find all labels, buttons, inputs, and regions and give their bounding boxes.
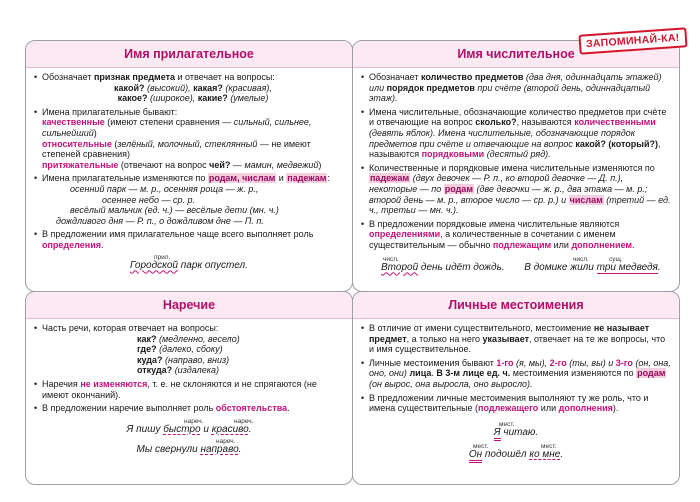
adjective-questions-2: какое? (широкое), какие? (умелые) bbox=[117, 93, 269, 104]
adverb-unchangeable: • Наречия не изменяются, т. е. не склоняются и не спрягаются (не имеют окончаний). bbox=[34, 379, 344, 400]
adverb-title: Наречие bbox=[26, 292, 352, 319]
adverb-definition: • Часть речи, которая отвечает на вопросы: как? (медленно, весело) где? (далеко, сбоку) куда? (направо, вниз) откуда? (издалека) bbox=[34, 323, 344, 376]
numeral-role: • В предложении порядковые имена числительные являются определениями, а количественные в сочетании с именем существительным — обычно подлежащим или дополнением. bbox=[361, 219, 671, 251]
numeral-title: Имя числительное bbox=[353, 41, 679, 68]
adjective-kind-relative: относительные (зелёный, молочный, стеклянный — не имеют степеней сравнения) bbox=[42, 138, 311, 160]
adverb-example-1: нареч. нареч. Я пишу быстро и красиво. bbox=[126, 417, 254, 435]
adjective-questions-1: какой? (высокий), какая? (красивая), bbox=[114, 82, 272, 93]
pronoun-definition: • В отличие от имени существительного, местоимение не называет предмет, а только на него указывает, отвечает на те же вопросы, что и имя существительное. bbox=[361, 323, 671, 355]
adverb-card bbox=[25, 291, 353, 485]
pronoun-role: • В предложении личные местоимения выполняют ту же роль, что и имена существительные (подлежащего или дополнения). bbox=[361, 393, 671, 414]
adjective-example-gender-2: осеннее небо — ср. р. bbox=[102, 194, 195, 205]
pronoun-persons: • Личные местоимения бывают 1-го (я, мы), 2-го (ты, вы) и 3-го (он, она, оно, они) лица. В 3-м лице ед. ч. местоимения изменяются по родам (он вырос, она выросла, оно выросло). bbox=[361, 358, 671, 390]
adjective-role: • В предложении имя прилагательное чаще всего выполняет роль определения. bbox=[34, 229, 344, 250]
adjective-title: Имя прилагательное bbox=[26, 41, 352, 68]
adjective-card bbox=[25, 40, 353, 292]
adjective-example-case: дождливого дня — Р. п., о дождливом дне — П. п. bbox=[56, 215, 264, 226]
numeral-card bbox=[352, 40, 680, 292]
adverb-role: • В предложении наречие выполняет роль обстоятельства. bbox=[34, 403, 344, 414]
adjective-pos-tag: прил. bbox=[154, 253, 171, 261]
adjective-definition: • Обозначает признак предмета и отвечает на вопросы: какой? (высокий), какая? (красивая), какое? (широкое), какие? (умелые) bbox=[34, 72, 344, 104]
numeral-definition: • Обозначает количество предметов (два дня, одиннадцать этажей) или порядок предметов при счёте (второй день, одиннадцатый этаж). bbox=[361, 72, 671, 104]
pronoun-title: Личные местоимения bbox=[353, 292, 679, 319]
numeral-kinds: • Имена числительные, обозначающие количество предметов при счёте и отвечающие на вопрос сколько?, называются количественными (девять яблок). Имена числительные, обозначающие порядок предметов при счёте и отвечающие на вопрос какой? (который?), называются порядковыми (десятый ряд). bbox=[361, 107, 671, 160]
numeral-changes: • Количественные и порядковые имена числительные изменяются по падежам (двух девочек — Р. п., ко второй девочке — Д. п.), некоторые — по родам (две девочки — ж. р., два этажа — м. р.; второй день — м. р., второе число — ср. р.) и числам (третий — ед. ч., третьи — мн. ч.). bbox=[361, 163, 671, 216]
adjective-example-gender-1: осенний парк — м. р., осенняя роща — ж. р., bbox=[70, 183, 259, 194]
adverb-example-2: нареч. Мы свернули направо. bbox=[136, 438, 242, 456]
adjective-kind-qualitative: качественные (имеют степени сравнения — сильный, сильнее, сильнейший) bbox=[42, 117, 312, 138]
pronoun-example-2: мест. мест. Он подошёл ко мне. bbox=[361, 450, 671, 461]
adjective-example-sentence: прил. Городской парк опустел. bbox=[130, 253, 248, 271]
adjective-kind-possessive: притяжательные (отвечают на вопрос чей? — мамин, медвежий) bbox=[42, 159, 322, 170]
adjective-changes: • Имена прилагательные изменяются по родам, числам и падежам: осенний парк — м. р., осенняя роща — ж. р., осеннее небо — ср. р. весёлый мальчик (ед. ч.) — весёлые дети (мн. ч.) дождливого дня — Р. п., о дождливом дне — П. п. bbox=[34, 173, 344, 226]
pronoun-card bbox=[352, 291, 680, 485]
adjective-kinds: • Имена прилагательные бывают: качественные (имеют степени сравнения — сильный, сильнее, сильнейший) относительные (зелёный, молочный, стеклянный — не имеют степеней сравнения) притяжательные (отвечают на вопрос чей? — мамин, медвежий) bbox=[34, 107, 344, 171]
numeral-example-sentences: числ. числ. сущ. Второй день идёт дождь. В домике жили три медведя. bbox=[381, 255, 661, 273]
adjective-example-number: весёлый мальчик (ед. ч.) — весёлые дети (мн. ч.) bbox=[70, 205, 279, 216]
remember-stamp: ЗАПОМИНАЙ-КА! bbox=[578, 27, 687, 54]
pronoun-example-1: мест. Я читаю. bbox=[361, 428, 671, 439]
